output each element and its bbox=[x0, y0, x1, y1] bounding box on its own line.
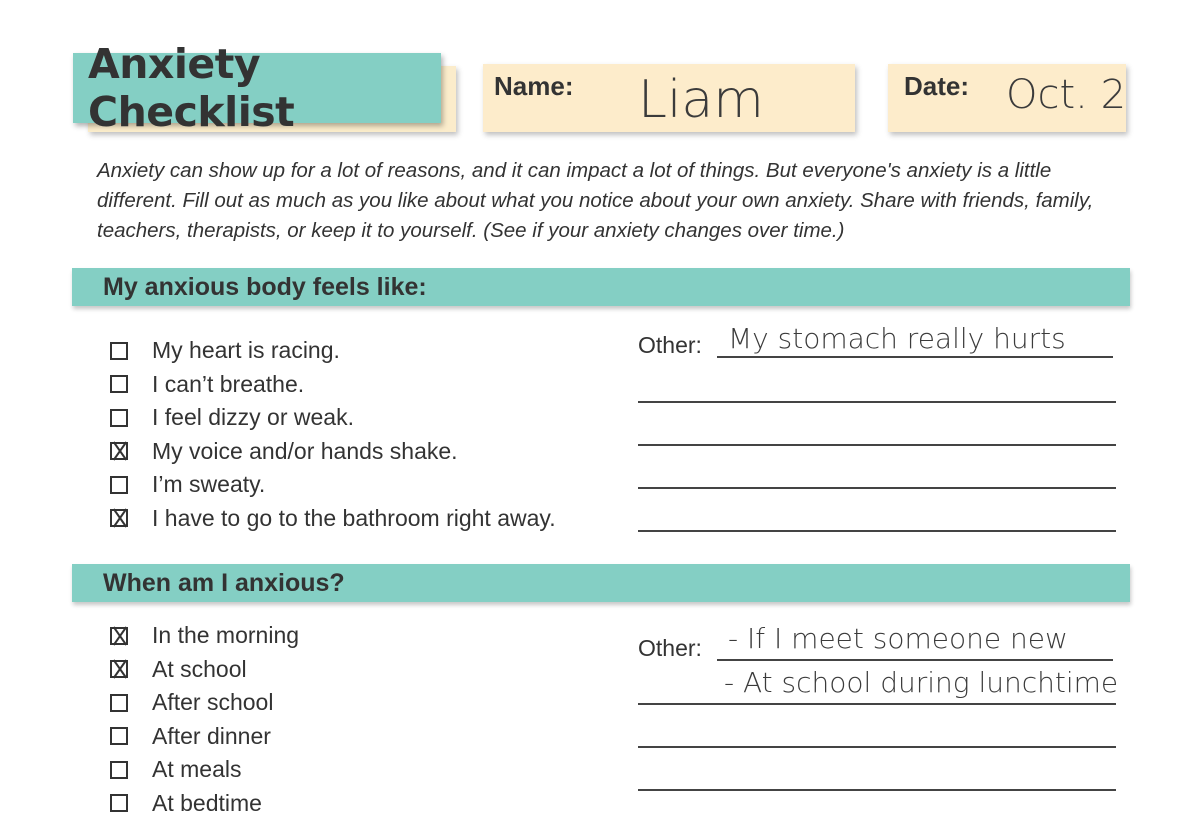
name-field[interactable] bbox=[483, 64, 855, 132]
other-line[interactable] bbox=[638, 444, 1116, 446]
other-line[interactable] bbox=[638, 401, 1116, 403]
page-title: Anxiety Checklist bbox=[88, 40, 441, 136]
other-label: Other: bbox=[638, 635, 702, 662]
other-line[interactable] bbox=[638, 703, 1116, 705]
checklist-item[interactable] bbox=[110, 334, 556, 368]
checklist-item[interactable] bbox=[110, 502, 556, 536]
checkbox-checked[interactable] bbox=[110, 509, 128, 527]
title-banner bbox=[73, 53, 441, 123]
checklist-item[interactable] bbox=[110, 401, 556, 435]
checklist-item[interactable] bbox=[110, 653, 299, 687]
checklist-item[interactable] bbox=[110, 720, 299, 754]
checkbox[interactable] bbox=[110, 761, 128, 779]
other-entry: - At school during lunchtime bbox=[724, 666, 1118, 699]
checkbox-checked[interactable] bbox=[110, 442, 128, 460]
date-label: Date: bbox=[904, 71, 969, 102]
date-value: Oct. 2 bbox=[1006, 72, 1126, 118]
body-checklist bbox=[110, 334, 556, 535]
intro-text: Anxiety can show up for a lot of reasons, and it can impact a lot of things. But everyone's anxiety is a little different. Fill out as much as you like about what you notice about your own anxiety. Share with friends, family, teachers, therapists, or keep it to yourself. (See if your anxiety changes over time.) bbox=[97, 156, 1127, 246]
date-field[interactable] bbox=[888, 64, 1126, 132]
checklist-label: I have to go to the bathroom right away. bbox=[152, 505, 556, 532]
checklist-item[interactable] bbox=[110, 787, 299, 820]
checklist-label: I feel dizzy or weak. bbox=[152, 404, 354, 431]
checklist-label: After dinner bbox=[152, 723, 271, 750]
checkbox[interactable] bbox=[110, 794, 128, 812]
checkbox[interactable] bbox=[110, 409, 128, 427]
other-line[interactable] bbox=[638, 789, 1116, 791]
checklist-label: I can’t breathe. bbox=[152, 371, 304, 398]
checklist-label: At meals bbox=[152, 756, 241, 783]
other-line[interactable] bbox=[717, 659, 1113, 661]
section-header-when bbox=[72, 564, 1130, 602]
checklist-label: At school bbox=[152, 656, 247, 683]
section-title: When am I anxious? bbox=[103, 569, 345, 598]
checklist-item[interactable] bbox=[110, 435, 556, 469]
checkbox-checked[interactable] bbox=[110, 660, 128, 678]
other-line[interactable] bbox=[717, 356, 1113, 358]
checklist-label: After school bbox=[152, 689, 273, 716]
section-title: My anxious body feels like: bbox=[103, 273, 427, 302]
checklist-item[interactable] bbox=[110, 468, 556, 502]
checkbox[interactable] bbox=[110, 694, 128, 712]
checklist-label: My heart is racing. bbox=[152, 337, 340, 364]
checkbox-checked[interactable] bbox=[110, 627, 128, 645]
checklist-item[interactable] bbox=[110, 753, 299, 787]
other-entry: - If I meet someone new bbox=[728, 622, 1068, 655]
name-label: Name: bbox=[494, 71, 573, 102]
checklist-item[interactable] bbox=[110, 619, 299, 653]
checklist-label: I’m sweaty. bbox=[152, 471, 265, 498]
checklist-item[interactable] bbox=[110, 368, 556, 402]
checkbox[interactable] bbox=[110, 375, 128, 393]
when-checklist bbox=[110, 619, 299, 820]
checkbox[interactable] bbox=[110, 476, 128, 494]
checkbox[interactable] bbox=[110, 727, 128, 745]
other-entry: My stomach really hurts bbox=[728, 322, 1066, 355]
checkbox[interactable] bbox=[110, 342, 128, 360]
other-line[interactable] bbox=[638, 530, 1116, 532]
other-line[interactable] bbox=[638, 746, 1116, 748]
other-line[interactable] bbox=[638, 487, 1116, 489]
checklist-label: At bedtime bbox=[152, 790, 262, 817]
checklist-item[interactable] bbox=[110, 686, 299, 720]
checklist-label: My voice and/or hands shake. bbox=[152, 438, 458, 465]
checklist-label: In the morning bbox=[152, 622, 299, 649]
other-label: Other: bbox=[638, 332, 702, 359]
name-value: Liam bbox=[638, 70, 764, 130]
section-header-body bbox=[72, 268, 1130, 306]
